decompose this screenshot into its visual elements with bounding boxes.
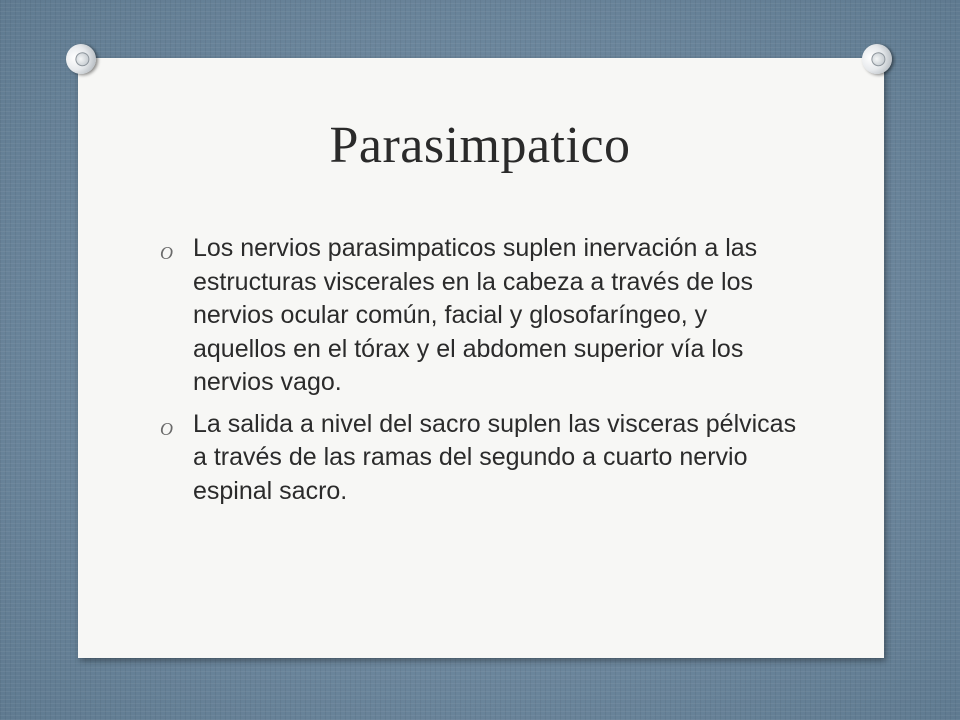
bullet-item: [160, 232, 800, 400]
bullet-marker-icon: O: [160, 418, 173, 439]
bullet-text: Los nervios parasimpaticos suplen inervación a las estructuras viscerales en la cabeza a través de los nervios ocular común, facial y glosofaríngeo, y aquellos en el tórax y el abdomen superior vía los nervios vago.: [193, 234, 758, 396]
bullet-marker-icon: O: [160, 243, 173, 263]
bullet-item: [160, 408, 800, 509]
bullet-list: [160, 232, 800, 516]
slide-title: Parasimpatico: [329, 117, 631, 174]
bullet-text: La salida a nivel del sacro suplen las visceras pélvicas a través de las ramas del segundo a cuarto nervio espinal sacro.: [193, 409, 797, 505]
